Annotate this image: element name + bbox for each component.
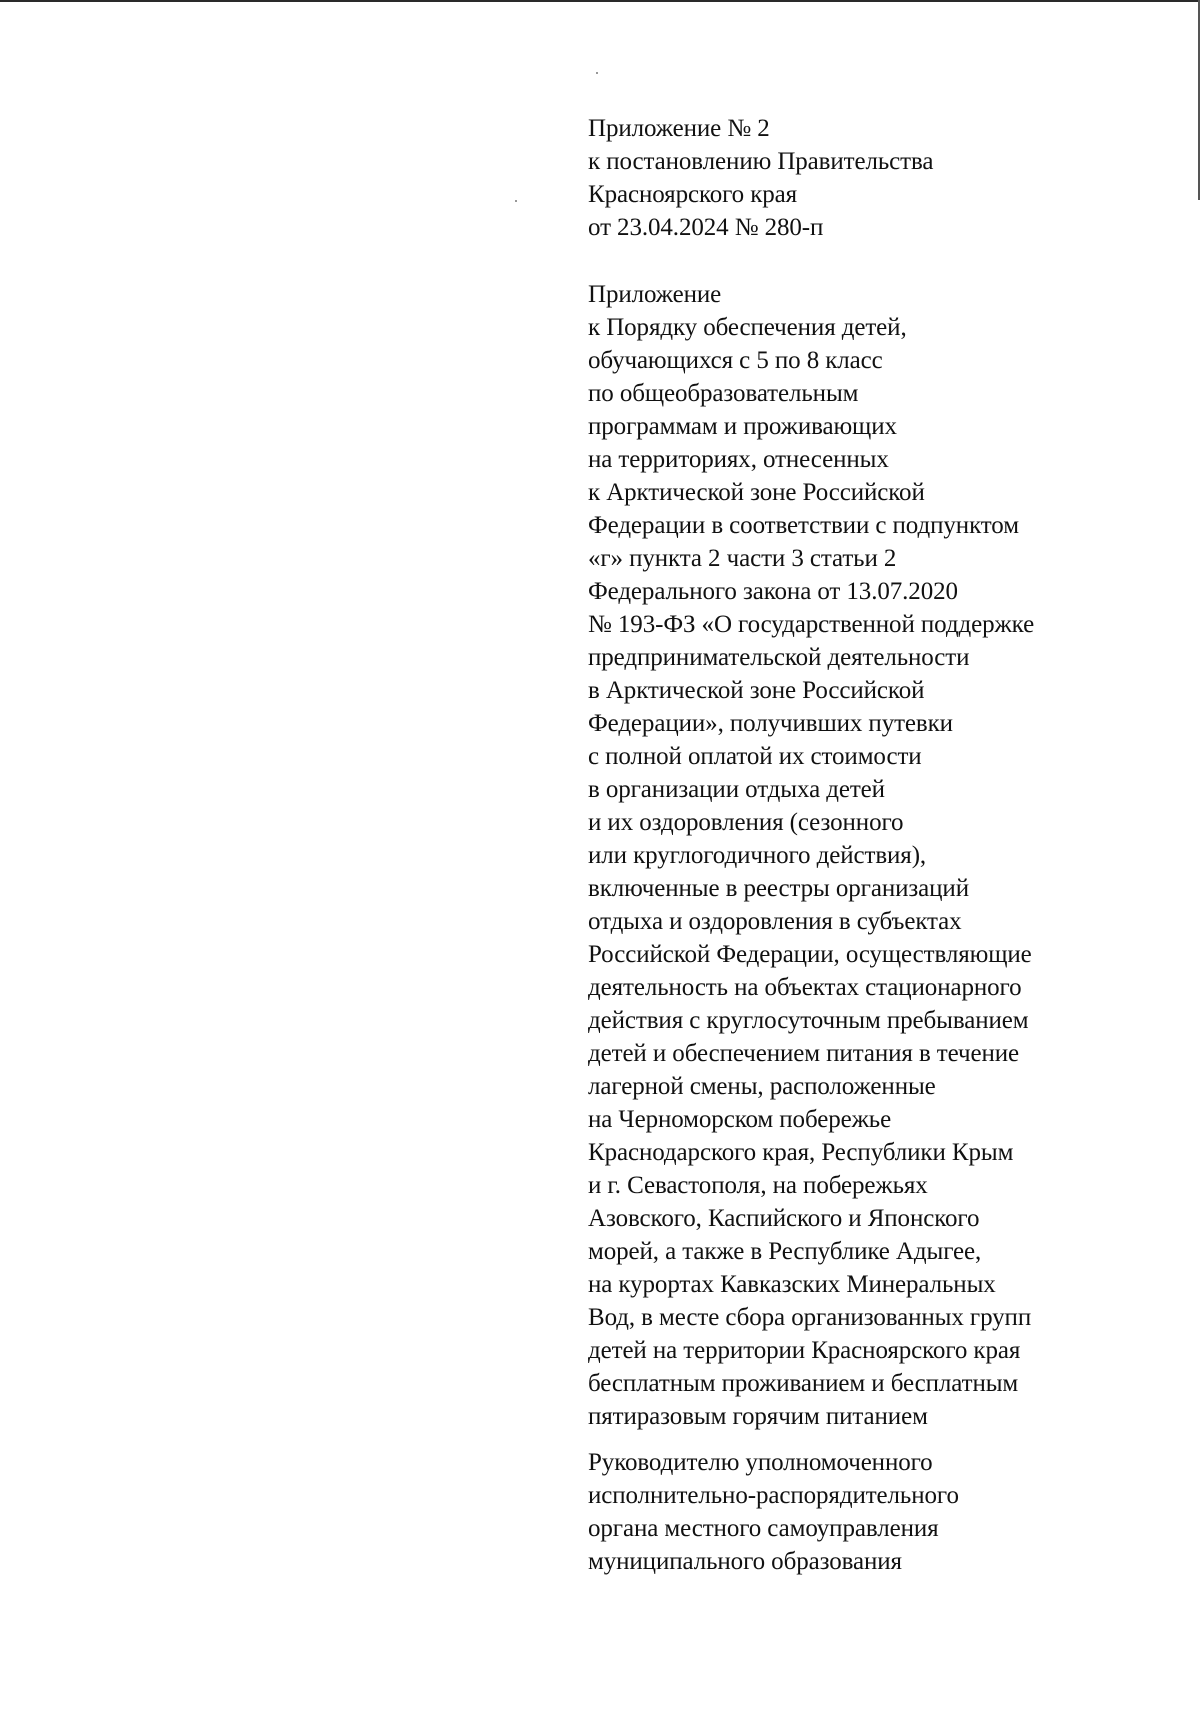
appendix-header bbox=[588, 112, 933, 244]
order-reference-line: детей на территории Красноярского края bbox=[588, 1337, 1021, 1364]
addressee-line: органа местного самоуправления bbox=[588, 1515, 939, 1542]
order-reference-line: пятиразовым горячим питанием bbox=[588, 1403, 928, 1430]
order-reference-line: в организации отдыха детей bbox=[588, 776, 885, 803]
addressee-line: Руководителю уполномоченного bbox=[588, 1449, 933, 1476]
order-reference-line: морей, а также в Республике Адыгее, bbox=[588, 1238, 982, 1265]
addressee bbox=[588, 1446, 959, 1578]
order-reference-line: на Черноморском побережье bbox=[588, 1106, 892, 1133]
addressee-line: муниципального образования bbox=[588, 1548, 902, 1575]
order-reference-line: Краснодарского края, Республики Крым bbox=[588, 1139, 1014, 1166]
order-reference-line: Российской Федерации, осуществляющие bbox=[588, 941, 1032, 968]
order-reference-line: детей и обеспечением питания в течение bbox=[588, 1040, 1020, 1067]
order-reference-line: Приложение bbox=[588, 281, 722, 308]
order-reference-line: обучающихся с 5 по 8 класс bbox=[588, 347, 883, 374]
order-reference-line: Федерации в соответствии с подпунктом bbox=[588, 512, 1019, 539]
appendix-header-line: Красноярского края bbox=[588, 181, 798, 208]
order-reference-line: Азовского, Каспийского и Японского bbox=[588, 1205, 980, 1232]
addressee-line: исполнительно-распорядительного bbox=[588, 1482, 959, 1509]
order-reference-line: бесплатным проживанием и бесплатным bbox=[588, 1370, 1019, 1397]
order-reference-line: предпринимательской деятельности bbox=[588, 644, 970, 671]
order-reference-line: к Арктической зоне Российской bbox=[588, 479, 925, 506]
order-reference-line: деятельность на объектах стационарного bbox=[588, 974, 1022, 1001]
order-reference-line: включенные в реестры организаций bbox=[588, 875, 969, 902]
order-reference-line: отдыха и оздоровления в субъектах bbox=[588, 908, 962, 935]
order-reference-line: «г» пункта 2 части 3 статьи 2 bbox=[588, 545, 897, 572]
order-reference-line: на курортах Кавказских Минеральных bbox=[588, 1271, 996, 1298]
order-reference-line: в Арктической зоне Российской bbox=[588, 677, 925, 704]
order-reference-line: с полной оплатой их стоимости bbox=[588, 743, 922, 770]
appendix-header-line: Приложение № 2 bbox=[588, 115, 770, 142]
order-reference-line: Федерального закона от 13.07.2020 bbox=[588, 578, 958, 605]
appendix-header-line: от 23.04.2024 № 280-п bbox=[588, 214, 824, 241]
order-reference-line: программам и проживающих bbox=[588, 413, 897, 440]
scan-edge-top bbox=[0, 0, 1200, 2]
order-reference-line: лагерной смены, расположенные bbox=[588, 1073, 936, 1100]
order-reference bbox=[588, 278, 1034, 1433]
order-reference-line: на территориях, отнесенных bbox=[588, 446, 889, 473]
order-reference-line: действия с круглосуточным пребыванием bbox=[588, 1007, 1029, 1034]
scan-speck bbox=[596, 72, 598, 74]
scan-speck bbox=[515, 200, 517, 202]
order-reference-line: и их оздоровления (сезонного bbox=[588, 809, 904, 836]
order-reference-line: Федерации», получивших путевки bbox=[588, 710, 953, 737]
appendix-header-line: к постановлению Правительства bbox=[588, 148, 934, 175]
order-reference-line: по общеобразовательным bbox=[588, 380, 859, 407]
order-reference-line: к Порядку обеспечения детей, bbox=[588, 314, 907, 341]
order-reference-line: № 193-ФЗ «О государственной поддержке bbox=[588, 611, 1035, 638]
order-reference-line: или круглогодичного действия), bbox=[588, 842, 927, 869]
order-reference-line: и г. Севастополя, на побережьях bbox=[588, 1172, 928, 1199]
order-reference-line: Вод, в месте сбора организованных групп bbox=[588, 1304, 1032, 1331]
